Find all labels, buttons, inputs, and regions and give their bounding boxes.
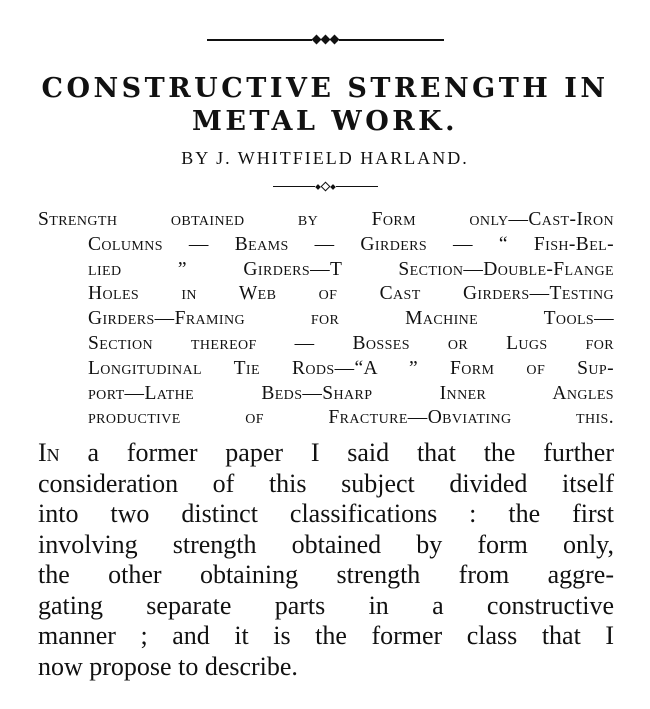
rule-line-right <box>339 39 444 41</box>
synopsis-line: lied ” Girders—T Section—Double-Flange <box>88 258 614 280</box>
rule-line-left <box>273 186 315 188</box>
article-body-paragraph <box>38 438 614 682</box>
synopsis-line: Columns — Beams — Girders — “ Fish-Bel- <box>88 233 614 255</box>
body-line: consideration of this subject divided itself <box>38 468 614 498</box>
synopsis-line: Holes in Web of Cast Girders—Testing <box>88 283 614 305</box>
body-line: the other obtaining strength from aggre- <box>38 560 614 589</box>
body-first-word: In <box>38 438 60 467</box>
synopsis-line: Strength obtained by Form only—Cast-Iron <box>38 209 614 230</box>
rule-line-left <box>207 39 312 41</box>
article-title <box>20 72 630 138</box>
author-byline: BY J. WHITFIELD HARLAND. <box>181 148 469 168</box>
synopsis-line: port—Lathe Beds—Sharp Inner Angles <box>88 382 614 404</box>
synopsis-line: Longitudinal Tie Rods—“A ” Form of Sup- <box>88 357 614 379</box>
title-line-1: CONSTRUCTIVE STRENGTH IN <box>41 73 609 104</box>
body-line-text: a former paper I said that the further <box>59 438 614 467</box>
rule-diamond-icon <box>311 35 321 45</box>
rule-line-right <box>336 186 378 188</box>
synopsis-line: productive of Fracture—Obviating this. <box>88 407 614 429</box>
body-line: gating separate parts in a constructive <box>38 590 614 620</box>
body-line <box>38 438 614 469</box>
body-line: involving strength obtained by form only, <box>38 529 614 559</box>
body-line: into two distinct classifications : the first <box>38 499 614 528</box>
rule-hollow-diamond-icon <box>320 182 330 192</box>
article-synopsis <box>38 208 614 431</box>
synopsis-line: Girders—Framing for Machine Tools— <box>88 308 614 330</box>
rule-diamond-icon <box>329 35 339 45</box>
body-line: manner ; and it is the former class that I <box>38 621 614 650</box>
rule-diamond-icon <box>320 35 330 45</box>
synopsis-line: Section thereof — Bosses or Lugs for <box>88 332 614 354</box>
top-ornamental-rule <box>0 36 650 43</box>
middle-ornamental-rule <box>0 183 650 190</box>
rule-diamond-icon <box>330 184 336 190</box>
rule-diamond-icon <box>315 184 321 190</box>
title-line-2: METAL WORK. <box>191 106 459 137</box>
body-line: now propose to describe. <box>38 651 298 681</box>
